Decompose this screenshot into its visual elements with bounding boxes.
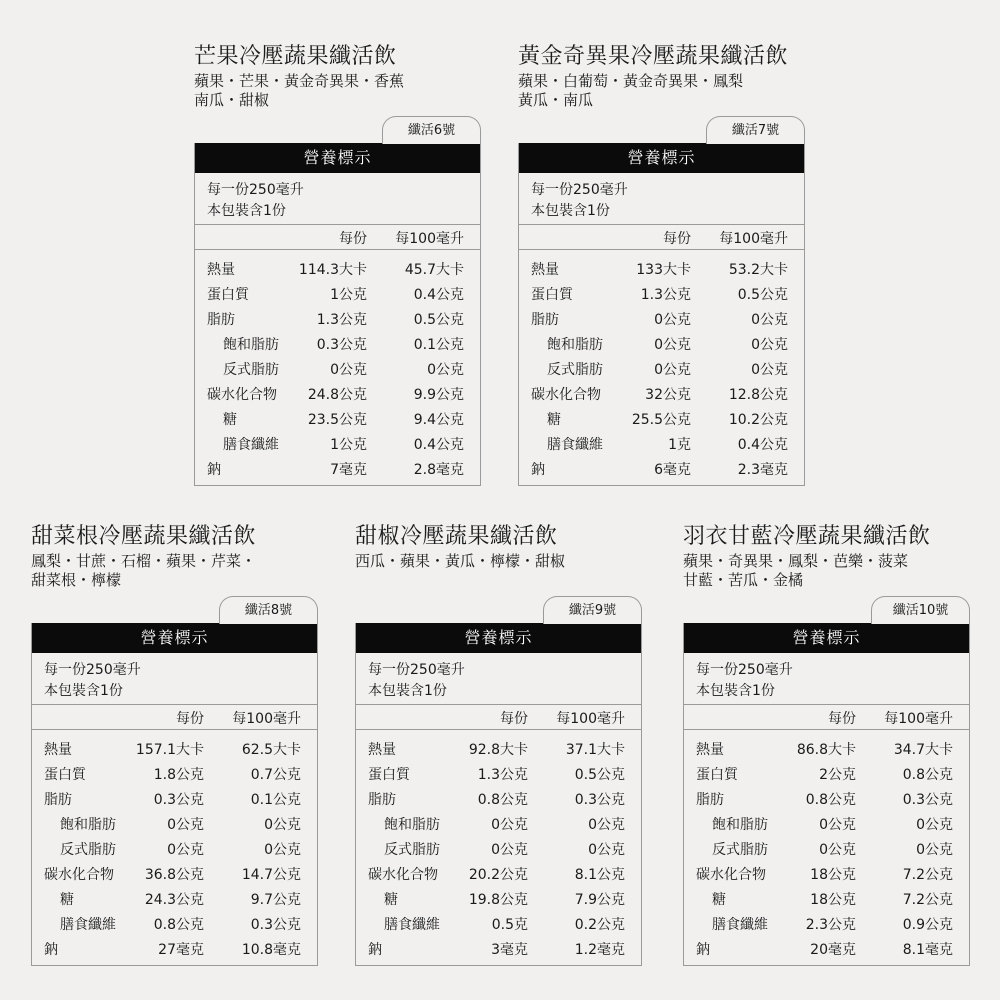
serving-info: [519, 173, 804, 225]
nutrient-label: 碳水化合物: [531, 387, 601, 403]
ingredient-line: 南瓜・甜椒: [194, 91, 270, 109]
nutrient-row: [195, 331, 480, 356]
nutrient-per-100ml: 9.4公克: [413, 412, 464, 428]
product-tag: 纖活8號: [219, 596, 318, 624]
nutrient-per-100ml: 0公克: [264, 842, 301, 858]
serving-size: 每一份250毫升: [696, 662, 793, 678]
nutrition-label: [31, 623, 318, 966]
nutrient-label: 脂肪: [531, 312, 559, 328]
nutrient-label: 飽和脂肪: [712, 817, 768, 833]
nutrient-label: 熱量: [696, 742, 724, 758]
nutrient-per-serving: 0公克: [491, 842, 528, 858]
nutrient-label: 鈉: [44, 942, 58, 958]
nutrient-per-100ml: 0公克: [916, 817, 953, 833]
col-per-100ml: 每100毫升: [232, 711, 301, 727]
nutrient-label: 膳食纖維: [384, 917, 440, 933]
nutrient-per-100ml: 1.2毫克: [574, 942, 625, 958]
nutrient-per-serving: 1公克: [330, 437, 367, 453]
nutrient-per-serving: 27毫克: [158, 942, 204, 958]
label-title: 營養標示: [684, 623, 969, 653]
nutrient-row: [195, 431, 480, 456]
nutrient-label: 蛋白質: [207, 287, 249, 303]
nutrient-label: 熱量: [44, 742, 72, 758]
ingredients: [194, 72, 481, 110]
nutrient-row: [32, 786, 317, 811]
nutrient-per-100ml: 0公克: [916, 842, 953, 858]
nutrient-label: 糖: [384, 892, 398, 908]
nutrient-per-100ml: 0公克: [751, 362, 788, 378]
product-name: 黃金奇異果冷壓蔬果纖活飲: [518, 44, 789, 69]
nutrient-per-100ml: 7.9公克: [574, 892, 625, 908]
nutrient-label: 碳水化合物: [368, 867, 438, 883]
label-title: 營養標示: [356, 623, 641, 653]
label-title: 營養標示: [195, 143, 480, 173]
nutrient-per-serving: 0.3公克: [153, 792, 204, 808]
nutrient-row: [684, 836, 969, 861]
col-per-100ml: 每100毫升: [884, 711, 953, 727]
nutrient-per-100ml: 0公克: [588, 817, 625, 833]
nutrition-label: [355, 623, 642, 966]
nutrient-row: [195, 281, 480, 306]
nutrient-row: [519, 431, 804, 456]
nutrient-per-serving: 6毫克: [654, 462, 691, 478]
nutrient-per-100ml: 0.4公克: [413, 287, 464, 303]
nutrient-per-serving: 24.8公克: [307, 387, 367, 403]
nutrient-per-100ml: 0.3公克: [902, 792, 953, 808]
nutrient-row: [519, 256, 804, 281]
nutrient-row: [684, 936, 969, 961]
nutrition-label: [683, 623, 970, 966]
column-header: [356, 705, 641, 730]
column-header: [32, 705, 317, 730]
nutrient-label: 鈉: [696, 942, 710, 958]
nutrient-per-100ml: 0.4公克: [413, 437, 464, 453]
nutrient-per-100ml: 62.5大卡: [241, 742, 301, 758]
tag-row: [31, 596, 318, 623]
product-card: [31, 523, 318, 966]
nutrient-rows: [32, 730, 317, 965]
ingredient-line: 甘藍・苦瓜・金橘: [683, 571, 804, 589]
nutrient-row: [519, 356, 804, 381]
nutrient-per-serving: 25.5公克: [631, 412, 691, 428]
nutrient-per-serving: 18公克: [810, 867, 856, 883]
nutrient-label: 碳水化合物: [696, 867, 766, 883]
nutrient-per-serving: 114.3大卡: [298, 262, 367, 278]
col-per-serving: 每份: [663, 231, 691, 247]
nutrient-row: [195, 306, 480, 331]
product-card: [518, 43, 805, 486]
nutrient-per-100ml: 10.2公克: [728, 412, 788, 428]
nutrient-row: [684, 786, 969, 811]
nutrient-label: 熱量: [207, 262, 235, 278]
nutrient-per-serving: 1.3公克: [477, 767, 528, 783]
nutrient-label: 膳食纖維: [547, 437, 603, 453]
col-per-serving: 每份: [828, 711, 856, 727]
nutrient-per-serving: 86.8大卡: [796, 742, 856, 758]
nutrient-label: 熱量: [368, 742, 396, 758]
nutrient-per-100ml: 7.2公克: [902, 867, 953, 883]
nutrient-row: [356, 811, 641, 836]
nutrient-per-serving: 1.3公克: [316, 312, 367, 328]
tag-row: [683, 596, 970, 623]
nutrient-row: [684, 811, 969, 836]
nutrient-row: [32, 911, 317, 936]
col-per-serving: 每份: [339, 231, 367, 247]
nutrient-per-100ml: 0.3公克: [250, 917, 301, 933]
ingredient-line: 蘋果・奇異果・鳳梨・芭樂・菠菜: [683, 552, 909, 570]
nutrient-per-serving: 92.8大卡: [468, 742, 528, 758]
nutrient-label: 飽和脂肪: [547, 337, 603, 353]
nutrient-row: [32, 936, 317, 961]
nutrient-per-serving: 157.1大卡: [135, 742, 204, 758]
nutrient-per-100ml: 0.1公克: [413, 337, 464, 353]
nutrient-per-serving: 1公克: [330, 287, 367, 303]
nutrient-label: 飽和脂肪: [60, 817, 116, 833]
nutrient-per-100ml: 0.5公克: [413, 312, 464, 328]
nutrient-per-100ml: 14.7公克: [241, 867, 301, 883]
nutrient-label: 蛋白質: [531, 287, 573, 303]
column-header: [195, 225, 480, 250]
product-tag: 纖活6號: [382, 116, 481, 144]
nutrient-per-100ml: 0公克: [751, 337, 788, 353]
servings-per-package: 本包裝含1份: [44, 683, 123, 699]
ingredients: [355, 552, 642, 590]
ingredient-line: 甜菜根・檸檬: [31, 571, 122, 589]
tag-row: [355, 596, 642, 623]
column-header: [684, 705, 969, 730]
serving-size: 每一份250毫升: [368, 662, 465, 678]
nutrient-row: [32, 736, 317, 761]
nutrient-row: [356, 786, 641, 811]
serving-info: [356, 653, 641, 705]
nutrient-per-serving: 32公克: [645, 387, 691, 403]
nutrient-label: 碳水化合物: [44, 867, 114, 883]
servings-per-package: 本包裝含1份: [696, 683, 775, 699]
nutrient-per-100ml: 2.3毫克: [737, 462, 788, 478]
nutrient-row: [195, 406, 480, 431]
nutrient-label: 脂肪: [696, 792, 724, 808]
nutrient-label: 蛋白質: [696, 767, 738, 783]
nutrient-per-100ml: 9.7公克: [250, 892, 301, 908]
nutrient-per-100ml: 10.8毫克: [241, 942, 301, 958]
product-tag: 纖活7號: [706, 116, 805, 144]
nutrient-per-100ml: 8.1毫克: [902, 942, 953, 958]
ingredient-line: 黃瓜・南瓜: [518, 91, 594, 109]
nutrient-label: 反式脂肪: [384, 842, 440, 858]
nutrient-row: [356, 736, 641, 761]
nutrient-per-serving: 0公克: [654, 337, 691, 353]
nutrient-per-serving: 0公克: [167, 817, 204, 833]
nutrient-per-100ml: 34.7大卡: [893, 742, 953, 758]
ingredients: [31, 552, 318, 590]
nutrient-per-serving: 0.8公克: [153, 917, 204, 933]
ingredient-line: 西瓜・蘋果・黃瓜・檸檬・甜椒: [355, 552, 566, 570]
nutrient-label: 糖: [547, 412, 561, 428]
nutrient-row: [356, 886, 641, 911]
nutrient-label: 飽和脂肪: [223, 337, 279, 353]
nutrient-row: [519, 281, 804, 306]
nutrient-per-serving: 1.3公克: [640, 287, 691, 303]
nutrient-label: 脂肪: [207, 312, 235, 328]
nutrient-per-100ml: 0公克: [751, 312, 788, 328]
product-name: 羽衣甘藍冷壓蔬果纖活飲: [683, 524, 931, 549]
product-card: [194, 43, 481, 486]
nutrient-per-100ml: 0.5公克: [737, 287, 788, 303]
nutrient-label: 反式脂肪: [60, 842, 116, 858]
nutrient-per-serving: 0公克: [654, 312, 691, 328]
col-per-100ml: 每100毫升: [395, 231, 464, 247]
nutrient-label: 鈉: [368, 942, 382, 958]
nutrient-row: [32, 761, 317, 786]
nutrient-row: [32, 836, 317, 861]
product-tag: 纖活9號: [543, 596, 642, 624]
nutrient-per-100ml: 0.1公克: [250, 792, 301, 808]
nutrient-row: [519, 381, 804, 406]
nutrient-per-serving: 19.8公克: [468, 892, 528, 908]
nutrient-label: 反式脂肪: [223, 362, 279, 378]
nutrient-label: 反式脂肪: [547, 362, 603, 378]
product-tag: 纖活10號: [871, 596, 970, 624]
servings-per-package: 本包裝含1份: [368, 683, 447, 699]
nutrient-per-serving: 0公克: [491, 817, 528, 833]
nutrient-label: 熱量: [531, 262, 559, 278]
nutrient-row: [356, 911, 641, 936]
serving-info: [195, 173, 480, 225]
serving-info: [32, 653, 317, 705]
nutrient-label: 脂肪: [44, 792, 72, 808]
nutrient-per-serving: 18公克: [810, 892, 856, 908]
nutrient-row: [684, 761, 969, 786]
ingredient-line: 蘋果・芒果・黃金奇異果・香蕉: [194, 72, 405, 90]
nutrition-label: [518, 143, 805, 486]
nutrient-per-serving: 2.3公克: [805, 917, 856, 933]
nutrient-label: 鈉: [207, 462, 221, 478]
nutrient-per-100ml: 45.7大卡: [404, 262, 464, 278]
nutrient-label: 飽和脂肪: [384, 817, 440, 833]
nutrient-per-100ml: 0.8公克: [902, 767, 953, 783]
nutrient-row: [519, 456, 804, 481]
nutrient-rows: [195, 250, 480, 485]
col-per-100ml: 每100毫升: [719, 231, 788, 247]
col-per-serving: 每份: [500, 711, 528, 727]
nutrient-per-serving: 0公克: [819, 817, 856, 833]
nutrient-per-100ml: 0.2公克: [574, 917, 625, 933]
nutrient-per-serving: 3毫克: [491, 942, 528, 958]
product-card: [683, 523, 970, 966]
nutrient-row: [684, 911, 969, 936]
nutrient-row: [356, 936, 641, 961]
nutrient-per-serving: 20毫克: [810, 942, 856, 958]
nutrient-label: 膳食纖維: [712, 917, 768, 933]
ingredient-line: 鳳梨・甘蔗・石榴・蘋果・芹菜・: [31, 552, 257, 570]
nutrient-per-serving: 0公克: [819, 842, 856, 858]
tag-row: [518, 116, 805, 143]
nutrient-per-100ml: 7.2公克: [902, 892, 953, 908]
nutrient-per-serving: 20.2公克: [468, 867, 528, 883]
nutrient-row: [32, 811, 317, 836]
nutrient-per-serving: 0.3公克: [316, 337, 367, 353]
ingredient-line: 蘋果・白葡萄・黃金奇異果・鳳梨: [518, 72, 744, 90]
nutrient-label: 鈉: [531, 462, 545, 478]
nutrient-row: [684, 886, 969, 911]
nutrient-row: [32, 886, 317, 911]
serving-size: 每一份250毫升: [531, 182, 628, 198]
nutrient-per-100ml: 0.3公克: [574, 792, 625, 808]
nutrient-rows: [356, 730, 641, 965]
nutrient-per-100ml: 0.9公克: [902, 917, 953, 933]
serving-size: 每一份250毫升: [44, 662, 141, 678]
nutrient-per-serving: 0公克: [330, 362, 367, 378]
nutrient-per-serving: 133大卡: [636, 262, 691, 278]
nutrient-per-100ml: 0.7公克: [250, 767, 301, 783]
nutrient-label: 糖: [712, 892, 726, 908]
nutrient-per-serving: 24.3公克: [144, 892, 204, 908]
nutrient-per-serving: 1.8公克: [153, 767, 204, 783]
nutrient-row: [519, 406, 804, 431]
nutrient-per-serving: 0.8公克: [805, 792, 856, 808]
label-title: 營養標示: [32, 623, 317, 653]
nutrient-per-serving: 0.5克: [491, 917, 528, 933]
nutrient-row: [519, 306, 804, 331]
serving-info: [684, 653, 969, 705]
serving-size: 每一份250毫升: [207, 182, 304, 198]
product-name: 甜椒冷壓蔬果纖活飲: [355, 524, 558, 549]
nutrient-per-serving: 7毫克: [330, 462, 367, 478]
nutrient-per-serving: 36.8公克: [144, 867, 204, 883]
nutrient-per-100ml: 0.5公克: [574, 767, 625, 783]
servings-per-package: 本包裝含1份: [531, 203, 610, 219]
nutrient-per-100ml: 0.4公克: [737, 437, 788, 453]
nutrient-row: [684, 736, 969, 761]
nutrient-per-100ml: 2.8毫克: [413, 462, 464, 478]
product-name: 甜菜根冷壓蔬果纖活飲: [31, 524, 257, 549]
nutrient-label: 反式脂肪: [712, 842, 768, 858]
nutrient-row: [356, 836, 641, 861]
nutrient-row: [519, 331, 804, 356]
nutrient-label: 碳水化合物: [207, 387, 277, 403]
nutrient-per-100ml: 9.9公克: [413, 387, 464, 403]
nutrient-row: [356, 761, 641, 786]
nutrient-per-serving: 1克: [668, 437, 691, 453]
product-name: 芒果冷壓蔬果纖活飲: [194, 44, 397, 69]
nutrient-label: 膳食纖維: [60, 917, 116, 933]
nutrient-rows: [684, 730, 969, 965]
nutrient-per-100ml: 37.1大卡: [565, 742, 625, 758]
nutrient-row: [32, 861, 317, 886]
nutrient-per-100ml: 0公克: [264, 817, 301, 833]
ingredients: [683, 552, 970, 590]
nutrient-per-serving: 23.5公克: [307, 412, 367, 428]
nutrient-label: 膳食纖維: [223, 437, 279, 453]
nutrient-row: [684, 861, 969, 886]
tag-row: [194, 116, 481, 143]
nutrient-per-serving: 2公克: [819, 767, 856, 783]
nutrient-row: [195, 256, 480, 281]
nutrient-label: 糖: [60, 892, 74, 908]
nutrient-per-100ml: 8.1公克: [574, 867, 625, 883]
nutrient-per-serving: 0公克: [167, 842, 204, 858]
col-per-100ml: 每100毫升: [556, 711, 625, 727]
col-per-serving: 每份: [176, 711, 204, 727]
nutrition-label: [194, 143, 481, 486]
nutrient-label: 蛋白質: [368, 767, 410, 783]
nutrient-label: 糖: [223, 412, 237, 428]
nutrient-label: 蛋白質: [44, 767, 86, 783]
nutrient-row: [195, 356, 480, 381]
column-header: [519, 225, 804, 250]
nutrient-per-100ml: 12.8公克: [728, 387, 788, 403]
label-title: 營養標示: [519, 143, 804, 173]
nutrient-row: [356, 861, 641, 886]
nutrient-label: 脂肪: [368, 792, 396, 808]
nutrient-per-100ml: 53.2大卡: [728, 262, 788, 278]
nutrient-row: [195, 456, 480, 481]
nutrient-per-serving: 0.8公克: [477, 792, 528, 808]
servings-per-package: 本包裝含1份: [207, 203, 286, 219]
nutrient-rows: [519, 250, 804, 485]
ingredients: [518, 72, 805, 110]
product-card: [355, 523, 642, 966]
nutrient-per-100ml: 0公克: [427, 362, 464, 378]
nutrient-per-serving: 0公克: [654, 362, 691, 378]
nutrient-per-100ml: 0公克: [588, 842, 625, 858]
nutrient-row: [195, 381, 480, 406]
